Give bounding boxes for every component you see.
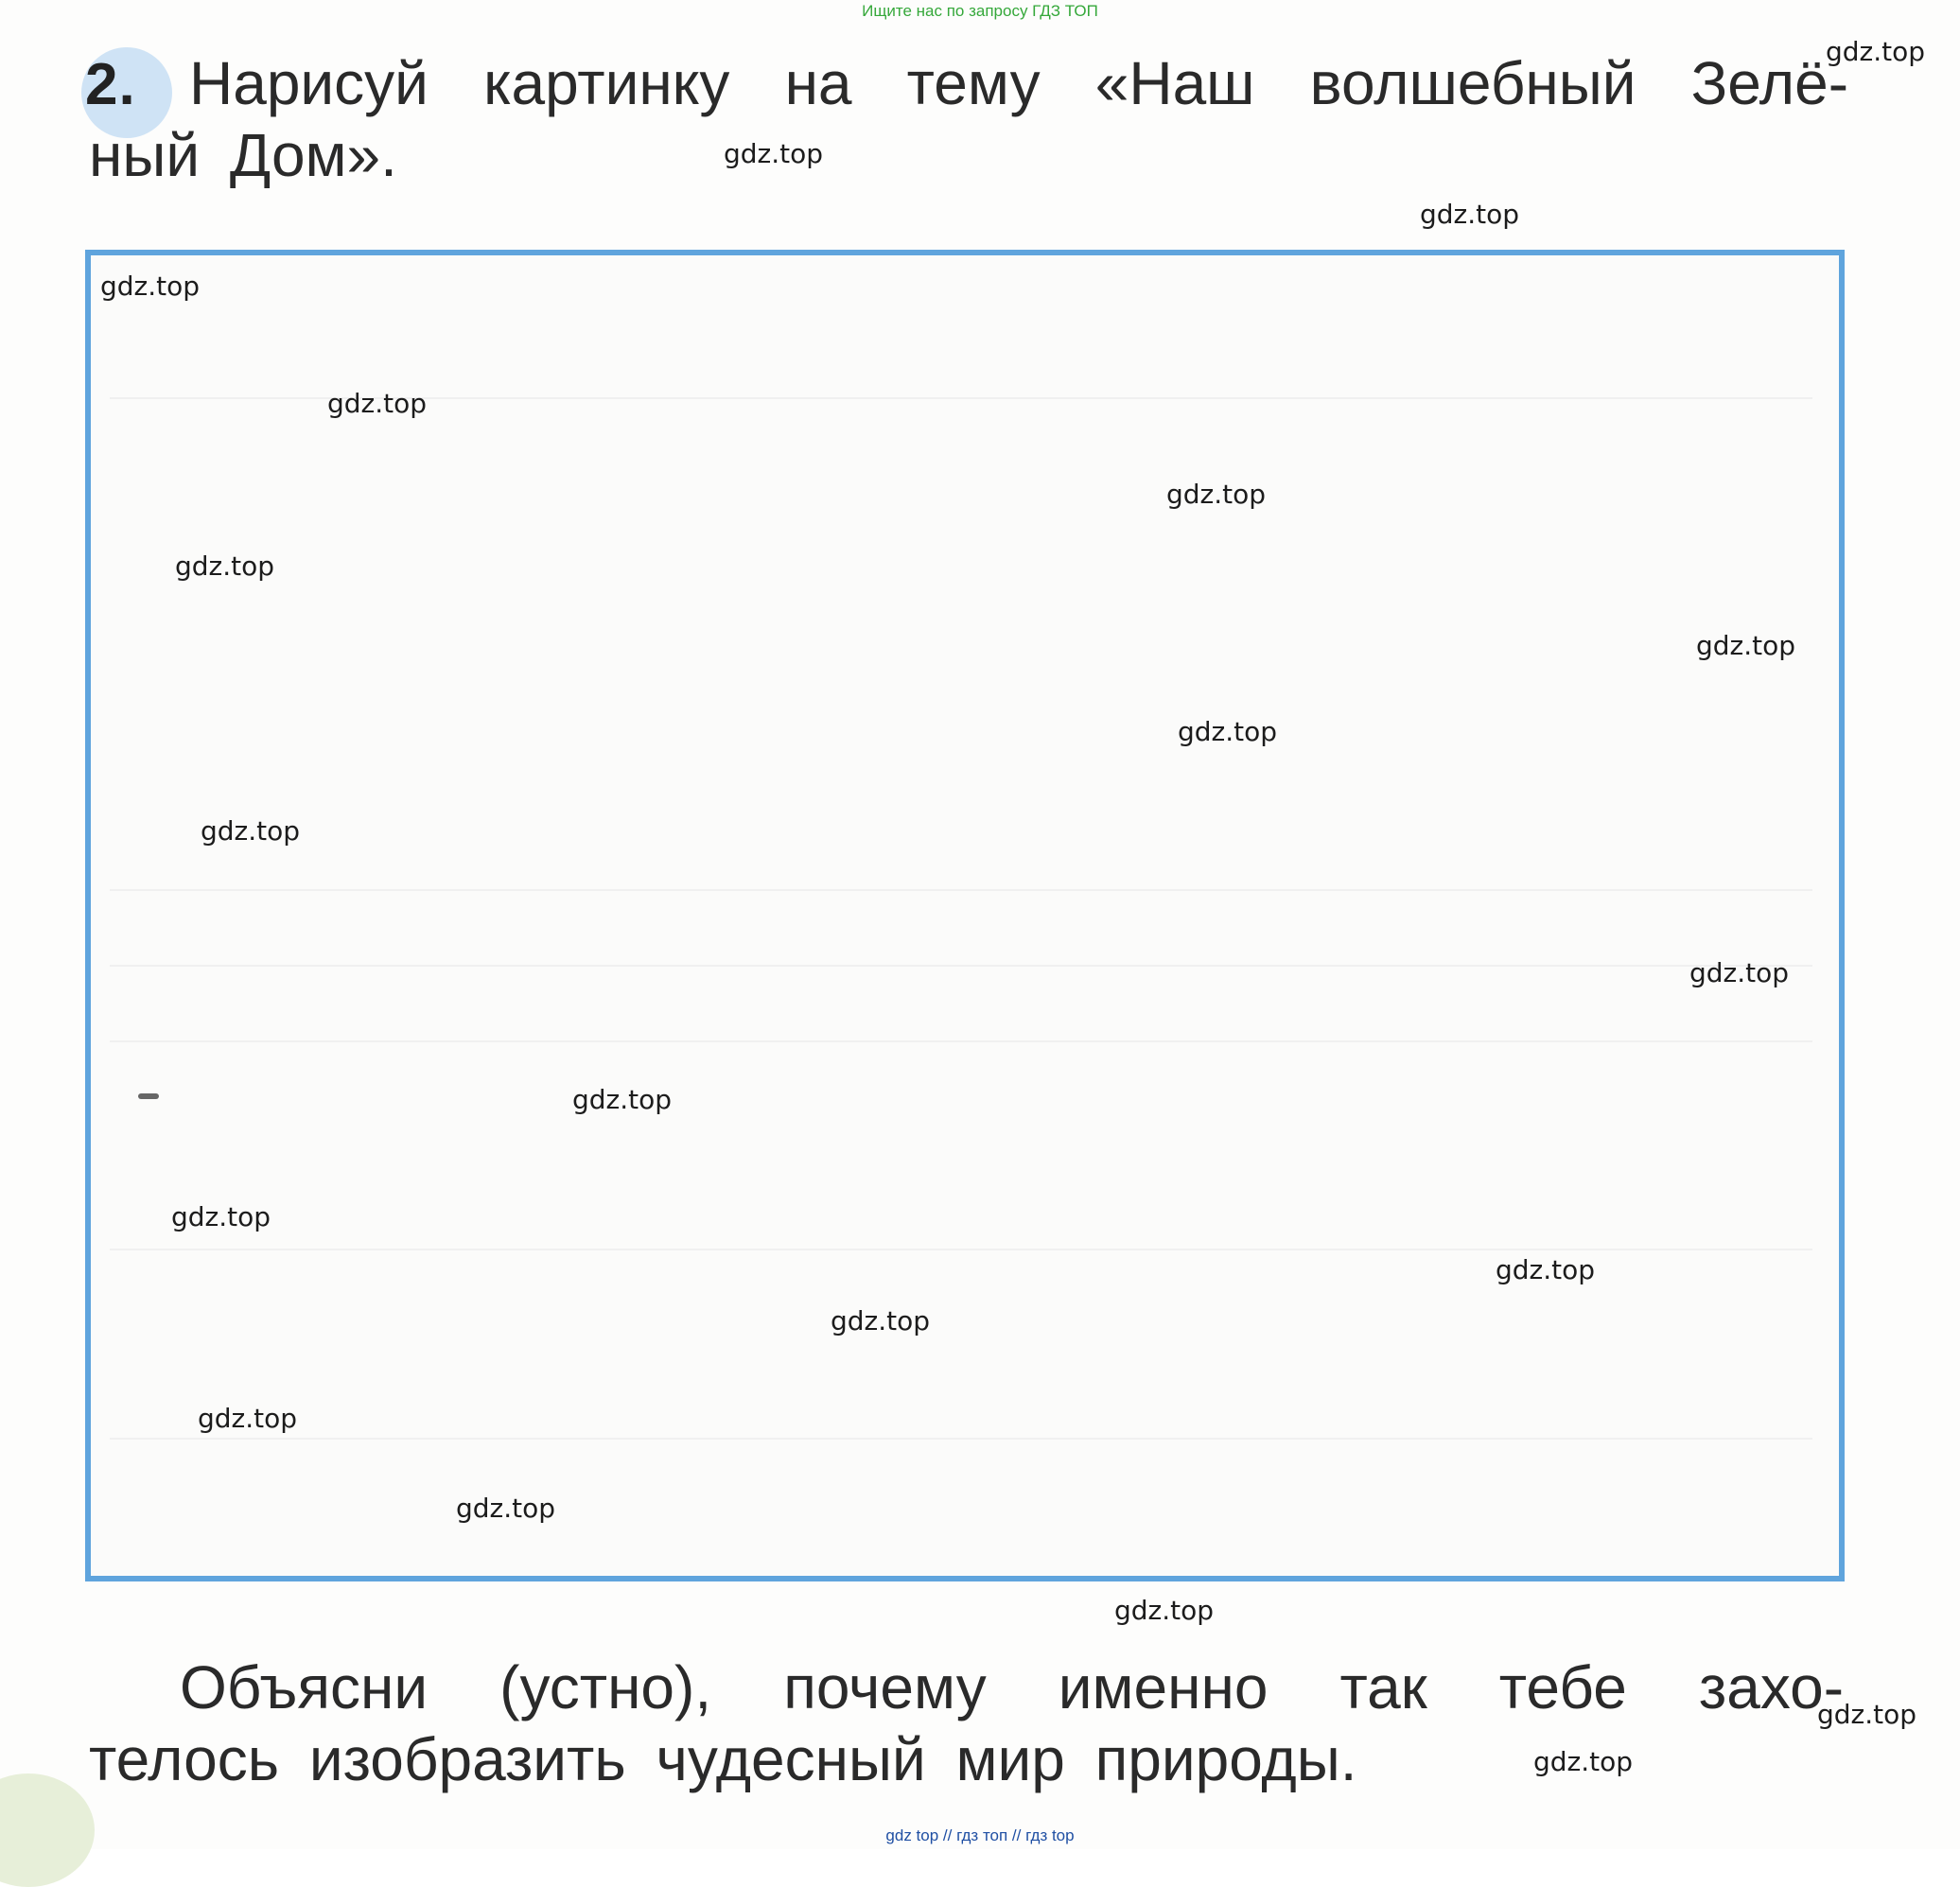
- watermark: gdz.top: [1420, 199, 1520, 230]
- watermark: gdz.top: [100, 271, 201, 302]
- watermark: gdz.top: [572, 1084, 673, 1115]
- bleed-through-line: [110, 1249, 1812, 1250]
- watermark: gdz.top: [1696, 630, 1796, 661]
- watermark: gdz.top: [831, 1305, 931, 1337]
- watermark: gdz.top: [724, 138, 824, 169]
- watermark: gdz.top: [1533, 1746, 1634, 1777]
- watermark: gdz.top: [201, 815, 301, 847]
- watermark: gdz.top: [327, 388, 428, 419]
- task-heading-line-2: ный Дом».: [89, 121, 397, 189]
- footer-watermark: gdz top // гдз топ // гдз top: [885, 1826, 1075, 1844]
- site-header: Ищите нас по запросу ГДЗ ТОП: [862, 2, 1098, 20]
- watermark: gdz.top: [1166, 479, 1267, 510]
- watermark: gdz.top: [1689, 957, 1790, 988]
- task-heading-line-1: Нарисуй картинку на тему «Наш волшебный Зелё-: [189, 49, 1848, 117]
- explain-line-1: Объясни (устно), почему именно так тебе захо-: [180, 1653, 1844, 1721]
- watermark: gdz.top: [456, 1493, 556, 1524]
- watermark: gdz.top: [1178, 716, 1278, 747]
- drawing-frame[interactable]: [85, 250, 1845, 1581]
- bleed-through-line: [110, 1438, 1812, 1440]
- watermark: gdz.top: [1826, 36, 1926, 67]
- pen-mark: [138, 1093, 159, 1099]
- watermark: gdz.top: [1817, 1699, 1917, 1730]
- bleed-through-line: [110, 965, 1812, 967]
- bleed-through-line: [110, 889, 1812, 891]
- watermark: gdz.top: [1496, 1254, 1596, 1285]
- explain-line-2: телось изобразить чудесный мир природы.: [89, 1725, 1357, 1793]
- watermark: gdz.top: [171, 1201, 271, 1232]
- watermark: gdz.top: [198, 1403, 298, 1434]
- bleed-through-line: [110, 1040, 1812, 1042]
- watermark: gdz.top: [1114, 1595, 1215, 1626]
- task-heading: [89, 47, 1848, 191]
- task-number: 2.: [85, 52, 136, 117]
- watermark: gdz.top: [175, 550, 275, 582]
